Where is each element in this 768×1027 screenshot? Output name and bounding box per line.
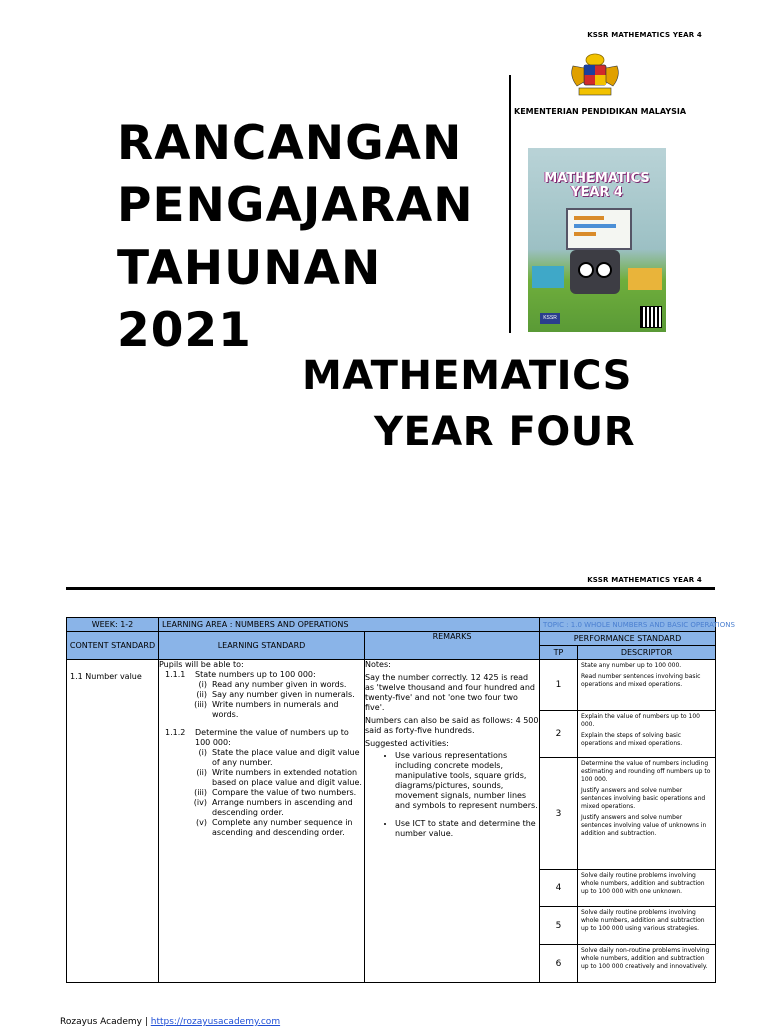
standard-1-1-1: 1.1.1 State numbers up to 100 000:: [165, 670, 316, 679]
content-standard-header: CONTENT STANDARD: [67, 632, 159, 660]
tp-level: 6: [540, 945, 578, 983]
tp-level: 4: [540, 870, 578, 907]
learning-area-label: LEARNING AREA : NUMBERS AND OPERATIONS: [159, 618, 540, 632]
list-item: (iv) Arrange numbers in ascending and descending order.: [193, 798, 353, 817]
note-2: Numbers can also be said as follows: 4 500 said as forty-five hundreds.: [365, 716, 539, 735]
book-board-illustration: [566, 208, 632, 250]
list-item: (v) Complete any number sequence in ascending and descending order.: [196, 818, 353, 837]
malaysia-crest-icon: [565, 52, 625, 98]
header-label-2: KSSR MATHEMATICS YEAR 4: [587, 576, 702, 584]
title-line-1: RANCANGAN: [117, 116, 463, 171]
robot-mascot-icon: [570, 250, 620, 294]
textbook-cover: [528, 148, 666, 332]
activities-label: Suggested activities:: [365, 739, 449, 748]
performance-standard-header: PERFORMANCE STANDARD: [540, 632, 716, 646]
horizontal-rule: [66, 587, 715, 590]
book-desk-illustration: [628, 268, 662, 290]
list-item: (ii) Say any number given in numerals.: [196, 690, 355, 699]
subject-line-2: YEAR FOUR: [374, 409, 636, 455]
descriptor-cell: Explain the value of numbers up to 100 000. Explain the steps of solving basic operations and mixed operations.: [578, 711, 716, 758]
remarks-header: REMARKS: [365, 632, 540, 660]
subject-line-1: MATHEMATICS: [302, 353, 632, 399]
activities-list: [365, 751, 539, 839]
list-item: • Use ICT to state and determine the number value.: [395, 819, 539, 839]
remarks-cell: [365, 660, 540, 983]
book-cover-title: MATHEMATICS YEAR 4: [544, 171, 650, 200]
content-standard-cell: 1.1 Number value: [67, 660, 159, 983]
tp-level: 2: [540, 711, 578, 758]
standard-1-1-2: 1.1.2 Determine the value of numbers up to 100 000:: [165, 728, 349, 747]
list-item: • Use various representations including concrete models, manipulative tools, square grids, diagrams/pictures, sounds, movement signals, number lines and symbols to represent numbers.: [395, 751, 539, 811]
lesson-plan-table: [66, 617, 735, 983]
title-line-3: TAHUNAN: [117, 241, 382, 296]
footer-link[interactable]: https://rozayusacademy.com: [150, 1017, 281, 1027]
list-item: (iii) Compare the value of two numbers.: [194, 788, 357, 797]
week-label: WEEK: 1-2: [67, 618, 159, 632]
learning-standard-cell: [159, 660, 365, 983]
title-line-4: 2021: [117, 303, 252, 358]
descriptor-cell: Determine the value of numbers including estimating and rounding off numbers up to 100 000. Justify answers and solve number sentences involving basic operations and mixed operations. Justify answers and solve number sentences involving value of unknowns in addition and subtraction.: [578, 758, 716, 870]
tp-header: TP: [540, 646, 578, 660]
descriptor-cell: State any number up to 100 000. Read number sentences involving basic operations and mixed operations.: [578, 660, 716, 711]
footer: [60, 1017, 280, 1027]
book-desk-illustration: [532, 266, 564, 288]
learning-standard-header: LEARNING STANDARD: [159, 632, 365, 660]
ministry-name: KEMENTERIAN PENDIDIKAN MALAYSIA: [514, 107, 687, 116]
note-1: Say the number correctly. 12 425 is read as 'twelve thousand and four hundred and twenty-five' and not 'one two four two five'.: [365, 673, 535, 712]
descriptor-cell: Solve daily routine problems involving whole numbers, addition and subtraction up to 100 000 with one unknown.: [578, 870, 716, 907]
descriptor-cell: Solve daily non-routine problems involving whole numbers, addition and subtraction up to 100 000 creatively and innovatively.: [578, 945, 716, 983]
tp-level: 3: [540, 758, 578, 870]
notes-label: Notes:: [365, 660, 391, 669]
title-line-2: PENGAJARAN: [117, 178, 474, 233]
descriptor-header: DESCRIPTOR: [578, 646, 716, 660]
header-label: KSSR MATHEMATICS YEAR 4: [587, 31, 702, 39]
qr-code-icon: [640, 306, 662, 328]
kssr-badge: KSSR: [540, 313, 560, 324]
tp-level: 5: [540, 907, 578, 945]
list-item: (iii) Write numbers in numerals and words.: [194, 700, 339, 719]
list-item: (i) State the place value and digit value of any number.: [198, 748, 360, 767]
learning-intro: Pupils will be able to:: [159, 660, 244, 669]
tp-level: 1: [540, 660, 578, 711]
list-item: (i) Read any number given in words.: [198, 680, 347, 689]
descriptor-cell: Solve daily routine problems involving whole numbers, addition and subtraction up to 100 000 using various strategies.: [578, 907, 716, 945]
list-item: (ii) Write numbers in extended notation based on place value and digit value.: [196, 768, 362, 787]
vertical-divider: [509, 75, 511, 333]
topic-label: TOPIC : 1.0 WHOLE NUMBERS AND BASIC OPERATIONS: [540, 618, 716, 632]
footer-text: Rozayus Academy |: [60, 1017, 151, 1027]
